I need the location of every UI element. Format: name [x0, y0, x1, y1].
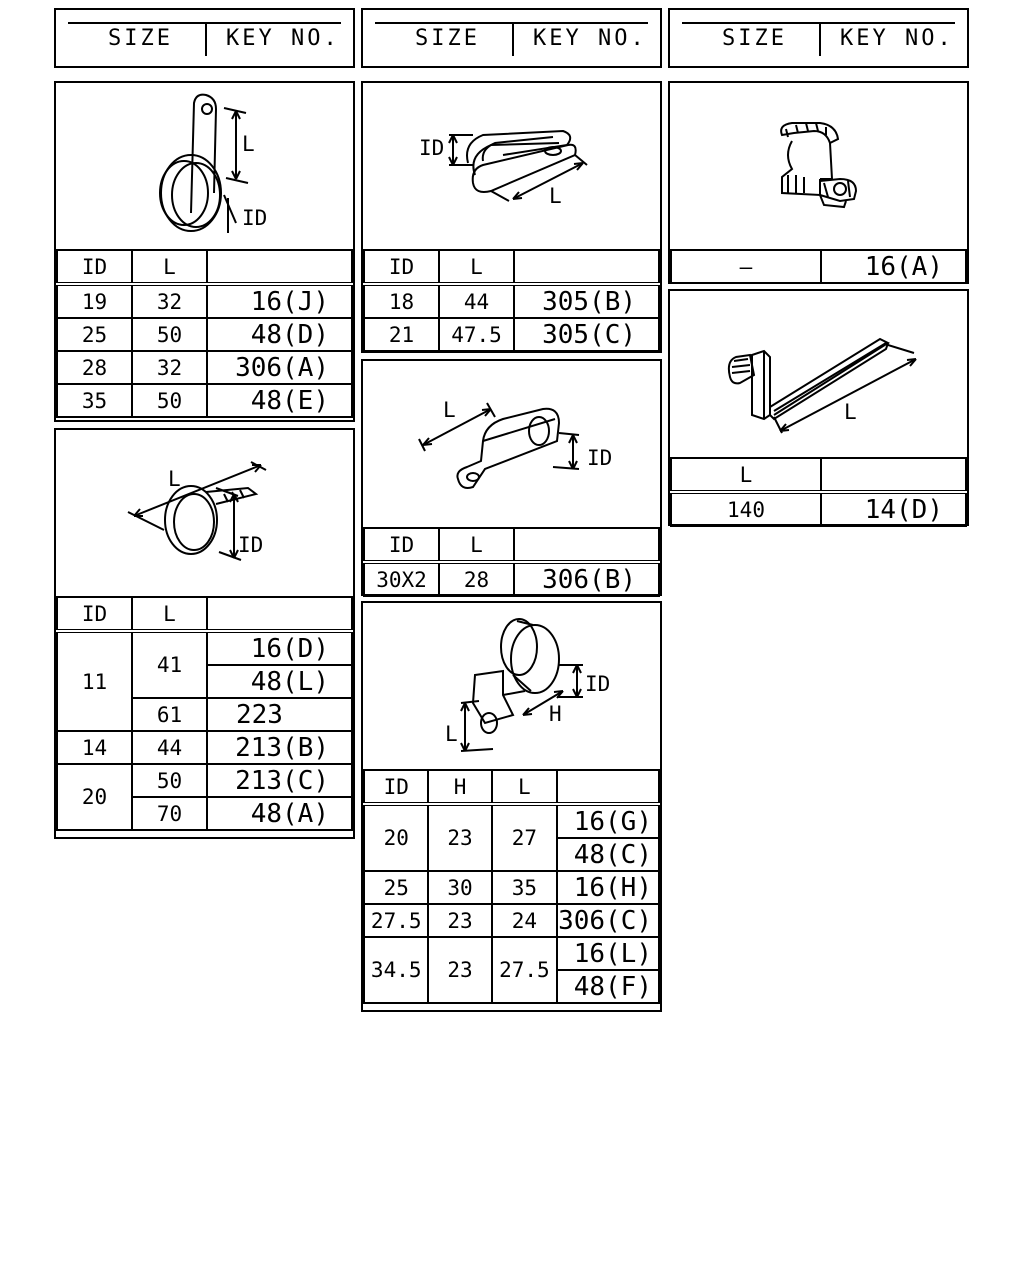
dim-id-label: ID [587, 446, 613, 470]
cell-key-no: 16(L) [557, 937, 659, 970]
cell-id: 27.5 [364, 904, 428, 937]
dim-l-label: L [445, 722, 458, 746]
col-l: L [132, 597, 207, 631]
size-table [363, 249, 660, 352]
table-row [57, 764, 352, 797]
header-size: SIZE [108, 26, 173, 51]
cell-l: 24 [492, 904, 557, 937]
cell-l: 28 [439, 562, 514, 596]
panel-double-clip [361, 81, 662, 353]
cell-key-no: 223 [207, 698, 352, 731]
cell-key-no: 213(C) [207, 764, 352, 797]
col-l: L [671, 458, 821, 492]
panel-ring-clamp-tab [54, 81, 355, 422]
cell-l: 47.5 [439, 318, 514, 351]
cell-key-no: 306(C) [557, 904, 659, 937]
col-id: ID [57, 250, 132, 284]
cell-key-no: 305(B) [514, 284, 659, 318]
cell-id: 18 [364, 284, 439, 318]
band-clamp-drawing [56, 430, 353, 596]
table-header-row [671, 458, 966, 492]
dim-id-label: ID [585, 672, 611, 696]
dim-id-label: ID [242, 206, 268, 230]
header-col-1 [54, 8, 355, 68]
table-row [57, 351, 352, 384]
cell-h: 23 [428, 804, 491, 871]
double-clip-drawing [363, 83, 660, 249]
table-row [57, 384, 352, 417]
table-header-row [57, 250, 352, 284]
cell-id: 25 [364, 871, 428, 904]
dim-l-label: L [443, 398, 456, 422]
long-bracket-drawing [670, 291, 967, 457]
cell-id: 21 [364, 318, 439, 351]
header-key-no: KEY NO. [840, 26, 954, 51]
cell-l: 61 [132, 698, 207, 731]
cell-key-no: 213(B) [207, 731, 352, 764]
cell-l: 27 [492, 804, 557, 871]
cell-id: 11 [57, 631, 132, 731]
col-key [514, 528, 659, 562]
cell-key-no: 48(L) [207, 665, 352, 698]
cell-l: 140 [671, 492, 821, 526]
cell-id: 34.5 [364, 937, 428, 1003]
cell-size: — [671, 250, 821, 283]
header-col-3 [668, 8, 969, 68]
cell-l: 27.5 [492, 937, 557, 1003]
col-l: L [439, 528, 514, 562]
size-table [670, 457, 967, 527]
cell-l: 50 [132, 318, 207, 351]
size-table [56, 596, 353, 831]
cell-l: 35 [492, 871, 557, 904]
size-table [56, 249, 353, 418]
panel-long-bracket [668, 289, 969, 526]
cell-id: 20 [364, 804, 428, 871]
table-row [364, 937, 659, 970]
dim-id-label: ID [419, 136, 445, 160]
col-id: ID [57, 597, 132, 631]
table-row [57, 731, 352, 764]
panel-band-clamp [54, 428, 355, 839]
header-col-2 [361, 8, 662, 68]
cell-h: 23 [428, 904, 491, 937]
col-key [207, 597, 352, 631]
cell-key-no: 16(D) [207, 631, 352, 665]
cell-key-no: 48(C) [557, 838, 659, 871]
cell-h: 23 [428, 937, 491, 1003]
col-l: L [132, 250, 207, 284]
col-key [207, 250, 352, 284]
cell-key-no: 48(A) [207, 797, 352, 830]
cell-id: 30X2 [364, 562, 439, 596]
table-row [57, 284, 352, 318]
cell-id: 14 [57, 731, 132, 764]
cell-key-no: 16(A) [821, 250, 966, 283]
cell-key-no: 48(F) [557, 970, 659, 1003]
table-row [364, 284, 659, 318]
cell-l: 70 [132, 797, 207, 830]
header-divider [205, 24, 207, 56]
cell-l: 32 [132, 351, 207, 384]
table-header-row [364, 528, 659, 562]
table-row [57, 318, 352, 351]
size-table [363, 769, 660, 1004]
header-size: SIZE [415, 26, 480, 51]
cell-h: 30 [428, 871, 491, 904]
col-h: H [428, 770, 491, 804]
dim-l-label: L [844, 400, 857, 424]
table-row [57, 631, 352, 665]
table-row [671, 492, 966, 526]
table-header-row [364, 250, 659, 284]
panel-strap-clip [361, 359, 662, 596]
cell-l: 32 [132, 284, 207, 318]
dim-l-label: L [549, 184, 562, 208]
col-key [821, 458, 966, 492]
dim-l-label: L [242, 132, 255, 156]
dim-id-label: ID [238, 533, 264, 557]
cell-id: 25 [57, 318, 132, 351]
cell-l: 50 [132, 384, 207, 417]
cell-key-no: 14(D) [821, 492, 966, 526]
cell-id: 20 [57, 764, 132, 830]
cell-l: 50 [132, 764, 207, 797]
cell-key-no: 16(G) [557, 804, 659, 838]
cell-key-no: 306(B) [514, 562, 659, 596]
table-row [364, 904, 659, 937]
cell-key-no: 16(H) [557, 871, 659, 904]
ring-clamp-tab-drawing [56, 83, 353, 249]
hose-clip-drawing [670, 83, 967, 249]
header-divider [819, 24, 821, 56]
col-id: ID [364, 770, 428, 804]
cell-key-no: 306(A) [207, 351, 352, 384]
cell-key-no: 16(J) [207, 284, 352, 318]
size-table [363, 527, 660, 597]
cell-id: 19 [57, 284, 132, 318]
dim-h-label: H [549, 702, 562, 726]
table-row [364, 871, 659, 904]
table-row [364, 318, 659, 351]
col-l: L [492, 770, 557, 804]
header-key-no: KEY NO. [533, 26, 647, 51]
col-key [514, 250, 659, 284]
size-table [670, 249, 967, 284]
stepped-clamp-drawing [363, 603, 660, 769]
dim-l-label: L [168, 467, 181, 491]
col-id: ID [364, 528, 439, 562]
col-key [557, 770, 659, 804]
cell-l: 44 [132, 731, 207, 764]
table-header-row [364, 770, 659, 804]
header-key-no: KEY NO. [226, 26, 340, 51]
table-row [364, 804, 659, 838]
cell-l: 41 [132, 631, 207, 698]
header-size: SIZE [722, 26, 787, 51]
cell-id: 28 [57, 351, 132, 384]
cell-key-no: 48(E) [207, 384, 352, 417]
cell-id: 35 [57, 384, 132, 417]
header-divider [512, 24, 514, 56]
col-id: ID [364, 250, 439, 284]
panel-stepped-clamp [361, 601, 662, 1012]
col-l: L [439, 250, 514, 284]
table-row [671, 250, 966, 283]
cell-key-no: 305(C) [514, 318, 659, 351]
table-row [364, 562, 659, 596]
strap-clip-drawing [363, 361, 660, 527]
panel-hose-clip [668, 81, 969, 284]
cell-l: 44 [439, 284, 514, 318]
table-header-row [57, 597, 352, 631]
cell-key-no: 48(D) [207, 318, 352, 351]
